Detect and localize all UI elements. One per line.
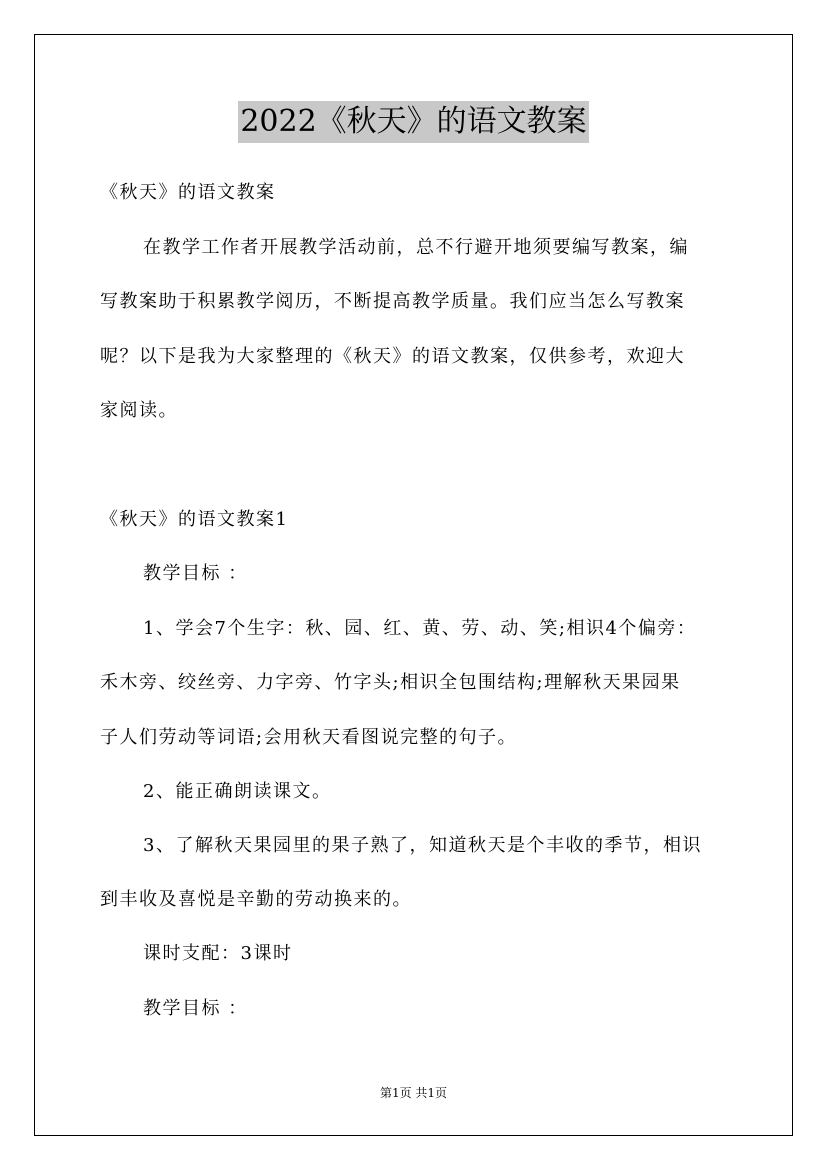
- objective-3-line-1: 3、了解秋天果园里的果子熟了，知道秋天是个丰收的季节，相识: [143, 835, 702, 856]
- document-subtitle: 《秋天》的语文教案: [100, 182, 276, 203]
- page-footer: 第1页 共1页: [379, 1086, 448, 1100]
- intro-line-2: 写教案助于积累教学阅历，不断提高教学质量。我们应当怎么写教案: [100, 291, 685, 312]
- intro-line-1: 在教学工作者开展教学活动前，总不行避开地须要编写教案，编: [143, 237, 689, 258]
- objective-3-line-2: 到丰收及喜悦是辛勤的劳动换来的。: [100, 889, 412, 910]
- section-heading: 《秋天》的语文教案1: [100, 509, 289, 530]
- objectives-label: 教学目标 ：: [143, 563, 248, 584]
- document-title: 2022《秋天》的语文教案: [238, 101, 588, 143]
- objective-1-line-3: 子人们劳动等词语;会用秋天看图说完整的句子。: [100, 727, 518, 748]
- title-wrap: [0, 101, 827, 143]
- objective-1-line-2: 禾木旁、绞丝旁、力字旁、竹字头;相识全包围结构;理解秋天果园果: [100, 672, 681, 693]
- objectives-label-2: 教学目标 ：: [143, 998, 248, 1019]
- objective-1-line-1: 1、学会7个生字：秋、园、红、黄、劳、动、笑;相识4个偏旁：: [143, 618, 697, 639]
- objective-2: 2、能正确朗读课文。: [143, 781, 332, 802]
- intro-line-4: 家阅读。: [100, 400, 178, 421]
- class-hours: 课时支配：3课时: [143, 943, 293, 964]
- intro-line-3: 呢？以下是我为大家整理的《秋天》的语文教案，仅供参考，欢迎大: [100, 346, 685, 367]
